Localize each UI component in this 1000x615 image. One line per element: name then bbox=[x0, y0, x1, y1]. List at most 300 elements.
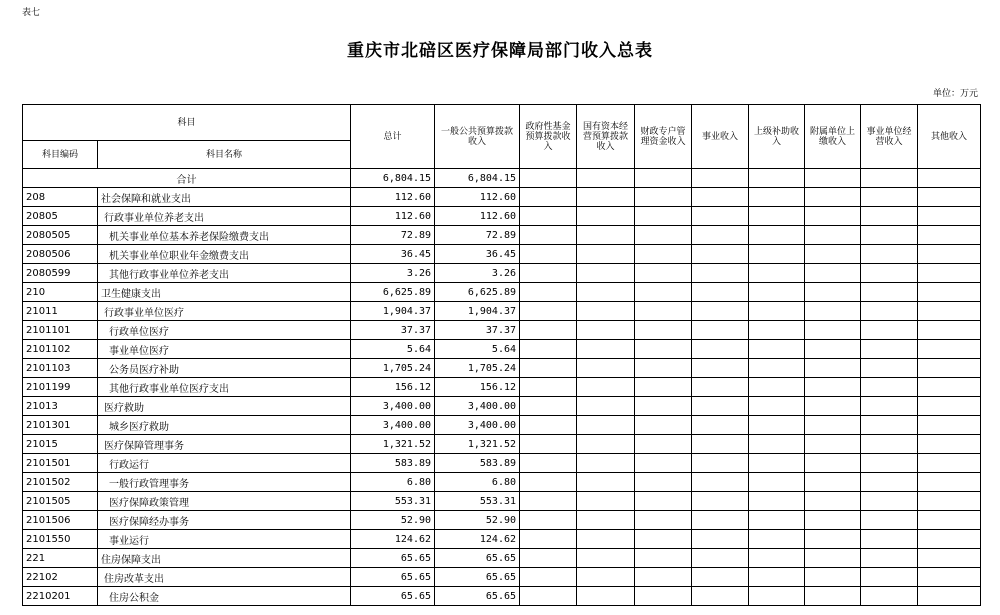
empty-cell bbox=[577, 264, 635, 283]
row-total: 3,400.00 bbox=[351, 416, 435, 435]
row-total: 112.60 bbox=[351, 188, 435, 207]
empty-cell bbox=[805, 587, 861, 606]
empty-cell bbox=[577, 283, 635, 302]
row-general-budget: 65.65 bbox=[435, 587, 520, 606]
empty-cell bbox=[692, 435, 749, 454]
row-name: 一般行政管理事务 bbox=[98, 473, 351, 492]
row-general-budget: 553.31 bbox=[435, 492, 520, 511]
empty-cell bbox=[635, 397, 692, 416]
empty-cell bbox=[749, 454, 805, 473]
empty-cell bbox=[749, 226, 805, 245]
empty-cell bbox=[577, 530, 635, 549]
empty-cell bbox=[805, 340, 861, 359]
empty-cell bbox=[918, 435, 981, 454]
empty-cell bbox=[749, 321, 805, 340]
empty-cell bbox=[692, 340, 749, 359]
empty-cell bbox=[520, 378, 577, 397]
empty-cell bbox=[520, 530, 577, 549]
empty-cell bbox=[805, 530, 861, 549]
row-name: 行政事业单位医疗 bbox=[98, 302, 351, 321]
table-row bbox=[23, 397, 981, 416]
row-general-budget: 3,400.00 bbox=[435, 416, 520, 435]
table-row bbox=[23, 302, 981, 321]
row-total: 156.12 bbox=[351, 378, 435, 397]
empty-cell bbox=[918, 283, 981, 302]
empty-cell bbox=[749, 169, 805, 188]
empty-cell bbox=[577, 378, 635, 397]
row-total: 72.89 bbox=[351, 226, 435, 245]
empty-cell bbox=[918, 587, 981, 606]
empty-cell bbox=[520, 549, 577, 568]
row-total: 5.64 bbox=[351, 340, 435, 359]
row-code: 2080505 bbox=[23, 226, 98, 245]
header-subject: 科目 bbox=[23, 105, 351, 141]
row-name: 事业运行 bbox=[98, 530, 351, 549]
row-code: 21011 bbox=[23, 302, 98, 321]
empty-cell bbox=[577, 549, 635, 568]
row-general-budget: 6.80 bbox=[435, 473, 520, 492]
row-total: 65.65 bbox=[351, 568, 435, 587]
empty-cell bbox=[520, 435, 577, 454]
row-total: 65.65 bbox=[351, 587, 435, 606]
empty-cell bbox=[577, 226, 635, 245]
empty-cell bbox=[805, 492, 861, 511]
empty-cell bbox=[577, 359, 635, 378]
table-row bbox=[23, 549, 981, 568]
empty-cell bbox=[805, 302, 861, 321]
empty-cell bbox=[520, 397, 577, 416]
empty-cell bbox=[861, 207, 918, 226]
empty-cell bbox=[749, 492, 805, 511]
empty-cell bbox=[749, 568, 805, 587]
empty-cell bbox=[805, 511, 861, 530]
row-name: 其他行政事业单位养老支出 bbox=[98, 264, 351, 283]
empty-cell bbox=[861, 340, 918, 359]
table-row bbox=[23, 435, 981, 454]
row-name: 机关事业单位职业年金缴费支出 bbox=[98, 245, 351, 264]
row-code: 221 bbox=[23, 549, 98, 568]
table-row bbox=[23, 321, 981, 340]
empty-cell bbox=[692, 226, 749, 245]
row-general-budget: 1,705.24 bbox=[435, 359, 520, 378]
row-name: 行政事业单位养老支出 bbox=[98, 207, 351, 226]
empty-cell bbox=[861, 302, 918, 321]
header-total: 总计 bbox=[351, 105, 435, 169]
empty-cell bbox=[861, 397, 918, 416]
empty-cell bbox=[577, 397, 635, 416]
empty-cell bbox=[918, 340, 981, 359]
empty-cell bbox=[520, 302, 577, 321]
empty-cell bbox=[692, 169, 749, 188]
row-general-budget: 65.65 bbox=[435, 549, 520, 568]
empty-cell bbox=[577, 169, 635, 188]
page-title: 重庆市北碚区医疗保障局部门收入总表 bbox=[347, 41, 653, 61]
table-row bbox=[23, 530, 981, 549]
empty-cell bbox=[861, 359, 918, 378]
empty-cell bbox=[861, 188, 918, 207]
empty-cell bbox=[749, 587, 805, 606]
empty-cell bbox=[635, 207, 692, 226]
empty-cell bbox=[805, 283, 861, 302]
empty-cell bbox=[692, 454, 749, 473]
empty-cell bbox=[692, 568, 749, 587]
row-code: 21015 bbox=[23, 435, 98, 454]
row-code: 2101501 bbox=[23, 454, 98, 473]
empty-cell bbox=[635, 340, 692, 359]
empty-cell bbox=[749, 511, 805, 530]
empty-cell bbox=[692, 492, 749, 511]
row-total: 3,400.00 bbox=[351, 397, 435, 416]
empty-cell bbox=[749, 283, 805, 302]
empty-cell bbox=[692, 530, 749, 549]
row-code: 2101506 bbox=[23, 511, 98, 530]
empty-cell bbox=[635, 245, 692, 264]
empty-cell bbox=[861, 511, 918, 530]
empty-cell bbox=[805, 473, 861, 492]
unit-label: 单位：万元 bbox=[932, 89, 978, 99]
row-name: 城乡医疗救助 bbox=[98, 416, 351, 435]
row-total: 3.26 bbox=[351, 264, 435, 283]
empty-cell bbox=[918, 511, 981, 530]
row-code: 2101103 bbox=[23, 359, 98, 378]
empty-cell bbox=[577, 207, 635, 226]
empty-cell bbox=[577, 492, 635, 511]
empty-cell bbox=[692, 321, 749, 340]
empty-cell bbox=[918, 473, 981, 492]
empty-cell bbox=[805, 416, 861, 435]
empty-cell bbox=[520, 321, 577, 340]
empty-cell bbox=[918, 207, 981, 226]
empty-cell bbox=[692, 207, 749, 226]
empty-cell bbox=[520, 511, 577, 530]
row-general-budget: 65.65 bbox=[435, 568, 520, 587]
table-row bbox=[23, 568, 981, 587]
empty-cell bbox=[692, 359, 749, 378]
empty-cell bbox=[861, 587, 918, 606]
empty-cell bbox=[861, 264, 918, 283]
row-code: 2080506 bbox=[23, 245, 98, 264]
empty-cell bbox=[520, 169, 577, 188]
empty-cell bbox=[520, 473, 577, 492]
empty-cell bbox=[692, 264, 749, 283]
empty-cell bbox=[577, 454, 635, 473]
row-name: 社会保障和就业支出 bbox=[98, 188, 351, 207]
total-general-budget: 6,804.15 bbox=[435, 169, 520, 188]
empty-cell bbox=[577, 416, 635, 435]
row-code: 2101102 bbox=[23, 340, 98, 359]
empty-cell bbox=[577, 587, 635, 606]
row-total: 1,705.24 bbox=[351, 359, 435, 378]
empty-cell bbox=[577, 568, 635, 587]
empty-cell bbox=[805, 264, 861, 283]
table-row bbox=[23, 587, 981, 606]
row-code: 22102 bbox=[23, 568, 98, 587]
table-row bbox=[23, 264, 981, 283]
row-name: 事业单位医疗 bbox=[98, 340, 351, 359]
row-total: 124.62 bbox=[351, 530, 435, 549]
row-general-budget: 52.90 bbox=[435, 511, 520, 530]
row-total: 6.80 bbox=[351, 473, 435, 492]
empty-cell bbox=[520, 245, 577, 264]
empty-cell bbox=[749, 530, 805, 549]
empty-cell bbox=[692, 549, 749, 568]
row-name: 医疗保障政策管理 bbox=[98, 492, 351, 511]
empty-cell bbox=[805, 321, 861, 340]
empty-cell bbox=[749, 245, 805, 264]
row-total: 1,321.52 bbox=[351, 435, 435, 454]
row-general-budget: 3,400.00 bbox=[435, 397, 520, 416]
row-general-budget: 36.45 bbox=[435, 245, 520, 264]
empty-cell bbox=[520, 226, 577, 245]
header-name: 科目名称 bbox=[98, 141, 351, 169]
row-general-budget: 1,321.52 bbox=[435, 435, 520, 454]
header-other-income: 其他收入 bbox=[918, 105, 981, 169]
header-code: 科目编码 bbox=[23, 141, 98, 169]
empty-cell bbox=[805, 397, 861, 416]
row-code: 208 bbox=[23, 188, 98, 207]
row-general-budget: 124.62 bbox=[435, 530, 520, 549]
empty-cell bbox=[749, 435, 805, 454]
empty-cell bbox=[635, 435, 692, 454]
empty-cell bbox=[749, 378, 805, 397]
empty-cell bbox=[918, 397, 981, 416]
header-state-capital: 国有资本经营预算拨款收入 bbox=[577, 105, 635, 169]
empty-cell bbox=[577, 340, 635, 359]
row-total: 37.37 bbox=[351, 321, 435, 340]
row-code: 210 bbox=[23, 283, 98, 302]
empty-cell bbox=[918, 378, 981, 397]
empty-cell bbox=[918, 549, 981, 568]
table-row bbox=[23, 473, 981, 492]
empty-cell bbox=[861, 245, 918, 264]
empty-cell bbox=[805, 359, 861, 378]
row-total: 112.60 bbox=[351, 207, 435, 226]
empty-cell bbox=[861, 321, 918, 340]
empty-cell bbox=[577, 435, 635, 454]
row-general-budget: 3.26 bbox=[435, 264, 520, 283]
empty-cell bbox=[635, 302, 692, 321]
empty-cell bbox=[805, 568, 861, 587]
table-row bbox=[23, 454, 981, 473]
empty-cell bbox=[635, 359, 692, 378]
empty-cell bbox=[635, 568, 692, 587]
total-label: 合计 bbox=[23, 169, 351, 188]
empty-cell bbox=[577, 188, 635, 207]
empty-cell bbox=[520, 359, 577, 378]
row-code: 2101101 bbox=[23, 321, 98, 340]
empty-cell bbox=[918, 530, 981, 549]
row-general-budget: 583.89 bbox=[435, 454, 520, 473]
table-row bbox=[23, 245, 981, 264]
empty-cell bbox=[577, 473, 635, 492]
empty-cell bbox=[805, 454, 861, 473]
table-tag: 表七 bbox=[22, 8, 41, 18]
empty-cell bbox=[635, 226, 692, 245]
income-summary-table bbox=[22, 104, 981, 606]
empty-cell bbox=[861, 435, 918, 454]
row-name: 卫生健康支出 bbox=[98, 283, 351, 302]
empty-cell bbox=[918, 188, 981, 207]
empty-cell bbox=[749, 302, 805, 321]
empty-cell bbox=[635, 283, 692, 302]
empty-cell bbox=[749, 340, 805, 359]
header-business-income: 事业收入 bbox=[692, 105, 749, 169]
empty-cell bbox=[861, 454, 918, 473]
table-row bbox=[23, 188, 981, 207]
row-name: 公务员医疗补助 bbox=[98, 359, 351, 378]
empty-cell bbox=[861, 416, 918, 435]
row-code: 2101550 bbox=[23, 530, 98, 549]
empty-cell bbox=[749, 397, 805, 416]
empty-cell bbox=[805, 549, 861, 568]
empty-cell bbox=[861, 492, 918, 511]
empty-cell bbox=[635, 378, 692, 397]
row-total: 65.65 bbox=[351, 549, 435, 568]
empty-cell bbox=[635, 169, 692, 188]
row-total: 1,904.37 bbox=[351, 302, 435, 321]
row-name: 医疗保障管理事务 bbox=[98, 435, 351, 454]
empty-cell bbox=[635, 454, 692, 473]
empty-cell bbox=[692, 378, 749, 397]
row-code: 2101301 bbox=[23, 416, 98, 435]
row-total: 36.45 bbox=[351, 245, 435, 264]
row-code: 2101505 bbox=[23, 492, 98, 511]
row-total: 6,625.89 bbox=[351, 283, 435, 302]
row-general-budget: 72.89 bbox=[435, 226, 520, 245]
empty-cell bbox=[918, 568, 981, 587]
empty-cell bbox=[577, 321, 635, 340]
row-code: 2080599 bbox=[23, 264, 98, 283]
empty-cell bbox=[918, 169, 981, 188]
empty-cell bbox=[692, 511, 749, 530]
empty-cell bbox=[692, 397, 749, 416]
table-row bbox=[23, 359, 981, 378]
row-general-budget: 112.60 bbox=[435, 207, 520, 226]
table-row bbox=[23, 226, 981, 245]
empty-cell bbox=[805, 435, 861, 454]
header-gov-fund: 政府性基金预算拨款收入 bbox=[520, 105, 577, 169]
row-name: 其他行政事业单位医疗支出 bbox=[98, 378, 351, 397]
table-row bbox=[23, 207, 981, 226]
empty-cell bbox=[635, 264, 692, 283]
empty-cell bbox=[861, 530, 918, 549]
empty-cell bbox=[520, 492, 577, 511]
row-code: 2101199 bbox=[23, 378, 98, 397]
empty-cell bbox=[635, 416, 692, 435]
table-row bbox=[23, 492, 981, 511]
empty-cell bbox=[861, 169, 918, 188]
empty-cell bbox=[520, 340, 577, 359]
row-general-budget: 5.64 bbox=[435, 340, 520, 359]
empty-cell bbox=[918, 302, 981, 321]
row-total: 583.89 bbox=[351, 454, 435, 473]
table-row bbox=[23, 511, 981, 530]
empty-cell bbox=[635, 511, 692, 530]
empty-cell bbox=[635, 188, 692, 207]
total-row bbox=[23, 169, 981, 188]
empty-cell bbox=[749, 207, 805, 226]
empty-cell bbox=[577, 302, 635, 321]
empty-cell bbox=[635, 321, 692, 340]
empty-cell bbox=[635, 492, 692, 511]
empty-cell bbox=[692, 416, 749, 435]
row-code: 21013 bbox=[23, 397, 98, 416]
empty-cell bbox=[520, 568, 577, 587]
row-general-budget: 1,904.37 bbox=[435, 302, 520, 321]
row-general-budget: 112.60 bbox=[435, 188, 520, 207]
empty-cell bbox=[918, 454, 981, 473]
empty-cell bbox=[918, 492, 981, 511]
empty-cell bbox=[520, 587, 577, 606]
empty-cell bbox=[749, 473, 805, 492]
empty-cell bbox=[692, 587, 749, 606]
row-name: 行政运行 bbox=[98, 454, 351, 473]
empty-cell bbox=[635, 473, 692, 492]
row-name: 住房改革支出 bbox=[98, 568, 351, 587]
row-name: 行政单位医疗 bbox=[98, 321, 351, 340]
empty-cell bbox=[692, 473, 749, 492]
empty-cell bbox=[861, 226, 918, 245]
header-operating-income: 事业单位经营收入 bbox=[861, 105, 918, 169]
empty-cell bbox=[805, 169, 861, 188]
empty-cell bbox=[749, 416, 805, 435]
empty-cell bbox=[520, 207, 577, 226]
empty-cell bbox=[805, 245, 861, 264]
empty-cell bbox=[577, 511, 635, 530]
header-affiliated-income: 附属单位上缴收入 bbox=[805, 105, 861, 169]
empty-cell bbox=[577, 245, 635, 264]
empty-cell bbox=[520, 454, 577, 473]
empty-cell bbox=[520, 188, 577, 207]
empty-cell bbox=[918, 321, 981, 340]
empty-cell bbox=[861, 378, 918, 397]
empty-cell bbox=[918, 226, 981, 245]
table-row bbox=[23, 340, 981, 359]
row-name: 医疗救助 bbox=[98, 397, 351, 416]
empty-cell bbox=[635, 530, 692, 549]
empty-cell bbox=[749, 264, 805, 283]
empty-cell bbox=[805, 378, 861, 397]
empty-cell bbox=[692, 245, 749, 264]
total-value: 6,804.15 bbox=[351, 169, 435, 188]
empty-cell bbox=[692, 302, 749, 321]
empty-cell bbox=[918, 245, 981, 264]
empty-cell bbox=[805, 226, 861, 245]
empty-cell bbox=[520, 283, 577, 302]
header-general-budget: 一般公共预算拨款收入 bbox=[435, 105, 520, 169]
empty-cell bbox=[692, 283, 749, 302]
empty-cell bbox=[520, 416, 577, 435]
empty-cell bbox=[861, 568, 918, 587]
empty-cell bbox=[918, 359, 981, 378]
row-name: 医疗保障经办事务 bbox=[98, 511, 351, 530]
row-general-budget: 6,625.89 bbox=[435, 283, 520, 302]
empty-cell bbox=[861, 283, 918, 302]
row-name: 机关事业单位基本养老保险缴费支出 bbox=[98, 226, 351, 245]
empty-cell bbox=[861, 473, 918, 492]
row-code: 20805 bbox=[23, 207, 98, 226]
empty-cell bbox=[918, 264, 981, 283]
row-code: 2101502 bbox=[23, 473, 98, 492]
header-special-fund: 财政专户管理资金收入 bbox=[635, 105, 692, 169]
table-row bbox=[23, 416, 981, 435]
row-general-budget: 37.37 bbox=[435, 321, 520, 340]
empty-cell bbox=[805, 207, 861, 226]
row-total: 52.90 bbox=[351, 511, 435, 530]
empty-cell bbox=[918, 416, 981, 435]
row-general-budget: 156.12 bbox=[435, 378, 520, 397]
row-code: 2210201 bbox=[23, 587, 98, 606]
